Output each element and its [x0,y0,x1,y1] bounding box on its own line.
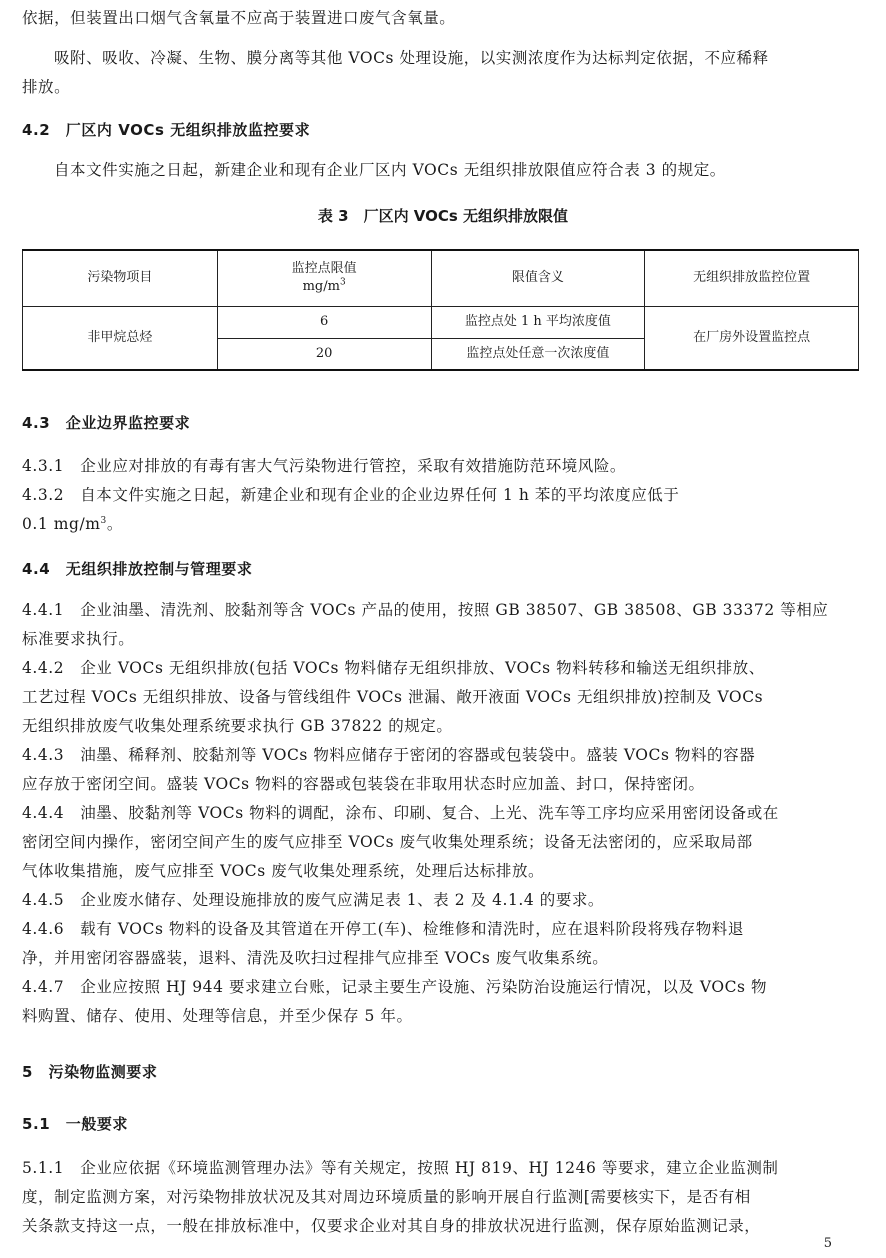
header-meaning: 限值含义 [431,250,645,306]
cell-meaning-1: 监控点处 1 h 平均浓度值 [431,306,645,338]
header-limit-label: 监控点限值 [291,261,357,277]
table-row [23,306,859,338]
cell-meaning-2: 监控点处任意一次浓度值 [431,338,645,370]
text-line: 4.3.2 自本文件实施之日起，新建企业和现有企业的企业边界任何 1 h 苯的平均浓度应低于 [22,486,680,504]
text-line: 净，并用密闭容器盛装，退料、清洗及吹扫过程排气应排至 VOCs 废气收集系统。 [22,949,609,967]
table-caption: 表 3 厂区内 VOCs 无组织排放限值 [317,207,569,225]
header-limit-unit-wrap [218,278,431,296]
header-limit [217,250,431,306]
text-line: 无组织排放废气收集处理系统要求执行 GB 37822 的规定。 [22,717,453,735]
text-line: 4.3.1 企业应对排放的有毒有害大气污染物进行管控，采取有效措施防范环境风险。 [22,457,626,475]
text-line: 应存放于密闭空间。盛装 VOCs 物料的容器或包装袋在非取用状态时应加盖、封口，保持密闭。 [22,775,705,793]
text-line: 料购置、储存、使用、处理等信息，并至少保存 5 年。 [22,1007,413,1025]
table-3 [22,249,859,371]
text-line: 吸附、吸收、冷凝、生物、膜分离等其他 VOCs 处理设施，以实测浓度作为达标判定依据，不应稀释 [54,49,769,67]
text-line: 依据，但装置出口烟气含氧量不应高于装置进口废气含氧量。 [22,9,456,27]
superscript: 3 [100,515,107,526]
text-line: 4.4.3 油墨、稀释剂、胶黏剂等 VOCs 物料应储存于密闭的容器或包装袋中。盛装 VOCs 物料的容器 [22,746,756,764]
text-line: 4.4.2 企业 VOCs 无组织排放(包括 VOCs 物料储存无组织排放、VOCs 物料转移和输送无组织排放、 [22,659,765,677]
section-heading-4-3: 4.3 企业边界监控要求 [22,414,191,432]
page-number: 5 [823,1236,832,1251]
cell-pollutant: 非甲烷总烃 [23,306,218,370]
text-line: 度，制定监测方案，对污染物排放状况及其对周边环境质量的影响开展自行监测[需要核实下，是否有相 [22,1188,751,1206]
text-line: 4.4.6 载有 VOCs 物料的设备及其管道在开停工(车)、检维修和清洗时，应在退料阶段将残存物料退 [22,920,744,938]
text-line: 密闭空间内操作，密闭空间产生的废气应排至 VOCs 废气收集处理系统；设备无法密闭的，应采取局部 [22,833,753,851]
table-header-row [23,250,859,306]
text-line: 4.4.4 油墨、胶黏剂等 VOCs 物料的调配，涂布、印刷、复合、上光、洗车等工序均应采用密闭设备或在 [22,804,779,822]
cell-location: 在厂房外设置监控点 [645,306,859,370]
header-limit-unit: mg/m [302,279,340,295]
text-fragment: 。 [106,515,123,533]
header-limit-unit-sup: 3 [339,277,346,288]
text-line: 关条款支持这一点，一般在排放标准中，仅要求企业对其自身的排放状况进行监测，保存原始监测记录， [22,1217,761,1235]
text-line [22,514,864,534]
text-line: 气体收集措施，废气应排至 VOCs 废气收集处理系统，处理后达标排放。 [22,862,545,880]
cell-value-2: 20 [217,338,431,370]
header-location: 无组织排放监控位置 [645,250,859,306]
section-heading-5: 5 污染物监测要求 [22,1063,158,1081]
text-line: 4.4.7 企业应按照 HJ 944 要求建立台账，记录主要生产设施、污染防治设施运行情况，以及 VOCs 物 [22,978,768,996]
text-fragment: 0.1 mg/m [22,515,101,533]
section-heading-4-2: 4.2 厂区内 VOCs 无组织排放监控要求 [22,121,311,139]
section-heading-4-4: 4.4 无组织排放控制与管理要求 [22,560,253,578]
text-line: 标准要求执行。 [22,630,135,648]
text-line: 4.4.1 企业油墨、清洗剂、胶黏剂等含 VOCs 产品的使用，按照 GB 38507、GB 38508、GB 33372 等相应 [22,601,829,619]
text-line: 工艺过程 VOCs 无组织排放、设备与管线组件 VOCs 泄漏、敞开液面 VOCs 无组织排放)控制及 VOCs [22,688,764,706]
cell-value-1: 6 [217,306,431,338]
text-line: 自本文件实施之日起，新建企业和现有企业厂区内 VOCs 无组织排放限值应符合表 3 的规定。 [54,161,726,179]
section-heading-5-1: 5.1 一般要求 [22,1115,128,1133]
text-line: 5.1.1 企业应依据《环境监测管理办法》等有关规定，按照 HJ 819、HJ 1246 等要求，建立企业监测制 [22,1159,779,1177]
text-line: 4.4.5 企业废水储存、处理设施排放的废气应满足表 1、表 2 及 4.1.4 的要求。 [22,891,604,909]
header-pollutant: 污染物项目 [23,250,218,306]
text-line: 排放。 [22,78,71,96]
